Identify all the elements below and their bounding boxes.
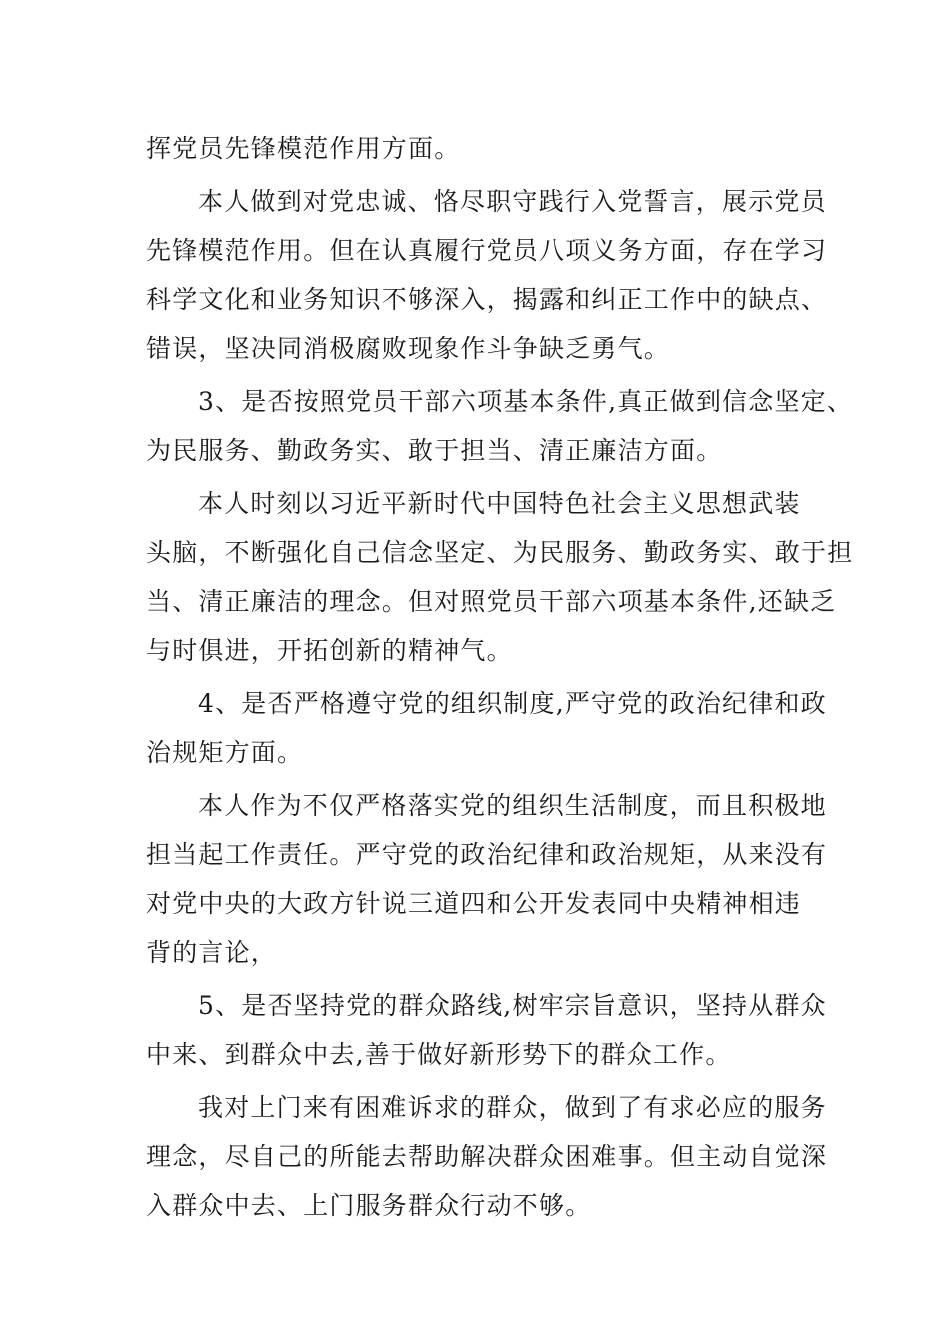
text-line: 本人做到对党忠诚、恪尽职守践行入党誓言，展示党员	[198, 187, 827, 216]
text-line: 背的言论，	[146, 938, 278, 967]
text-line: 挥党员先锋模范作用方面。	[146, 134, 461, 163]
text-line: 本人作为不仅严格落实党的组织生活制度，而且积极地	[198, 791, 827, 820]
text-line: 科学文化和业务知识不够深入，揭露和纠正工作中的缺点、	[146, 285, 828, 314]
text-line: 3、是否按照党员干部六项基本条件,真正做到信念坚定、	[198, 387, 854, 416]
text-line: 本人时刻以习近平新时代中国特色社会主义思想武装	[198, 489, 801, 518]
text-line: 4、是否严格遵守党的组织制度,严守党的政治纪律和政	[198, 689, 827, 718]
text-line: 中来、到群众中去,善于做好新形势下的群众工作。	[146, 1040, 732, 1069]
text-line: 先锋模范作用。但在认真履行党员八项义务方面，存在学习	[146, 236, 828, 265]
document-body	[146, 124, 854, 1230]
text-line: 当、清正廉洁的理念。但对照党员干部六项基本条件,还缺乏	[146, 587, 837, 616]
text-line: 错误，坚决同消极腐败现象作斗争缺乏勇气。	[146, 334, 671, 363]
text-line: 5、是否坚持党的群众路线,树牢宗旨意识，坚持从群众	[198, 991, 827, 1020]
text-line: 与时俱进，开拓创新的精神气。	[146, 636, 513, 665]
text-line: 治规矩方面。	[146, 738, 304, 767]
text-line: 对党中央的大政方针说三道四和公开发表同中央精神相违	[146, 889, 802, 918]
text-line: 我对上门来有困难诉求的群众，做到了有求必应的服务	[198, 1093, 827, 1122]
text-line: 理念，尽自己的所能去帮助解决群众困难事。但主动自觉深	[146, 1142, 828, 1171]
text-line: 担当起工作责任。严守党的政治纪律和政治规矩，从来没有	[146, 840, 828, 869]
text-line: 入群众中去、上门服务群众行动不够。	[146, 1191, 592, 1220]
text-line: 为民服务、勤政务实、敢于担当、清正廉洁方面。	[146, 436, 723, 465]
text-line: 头脑，不断强化自己信念坚定、为民服务、勤政务实、敢于担	[146, 538, 854, 567]
